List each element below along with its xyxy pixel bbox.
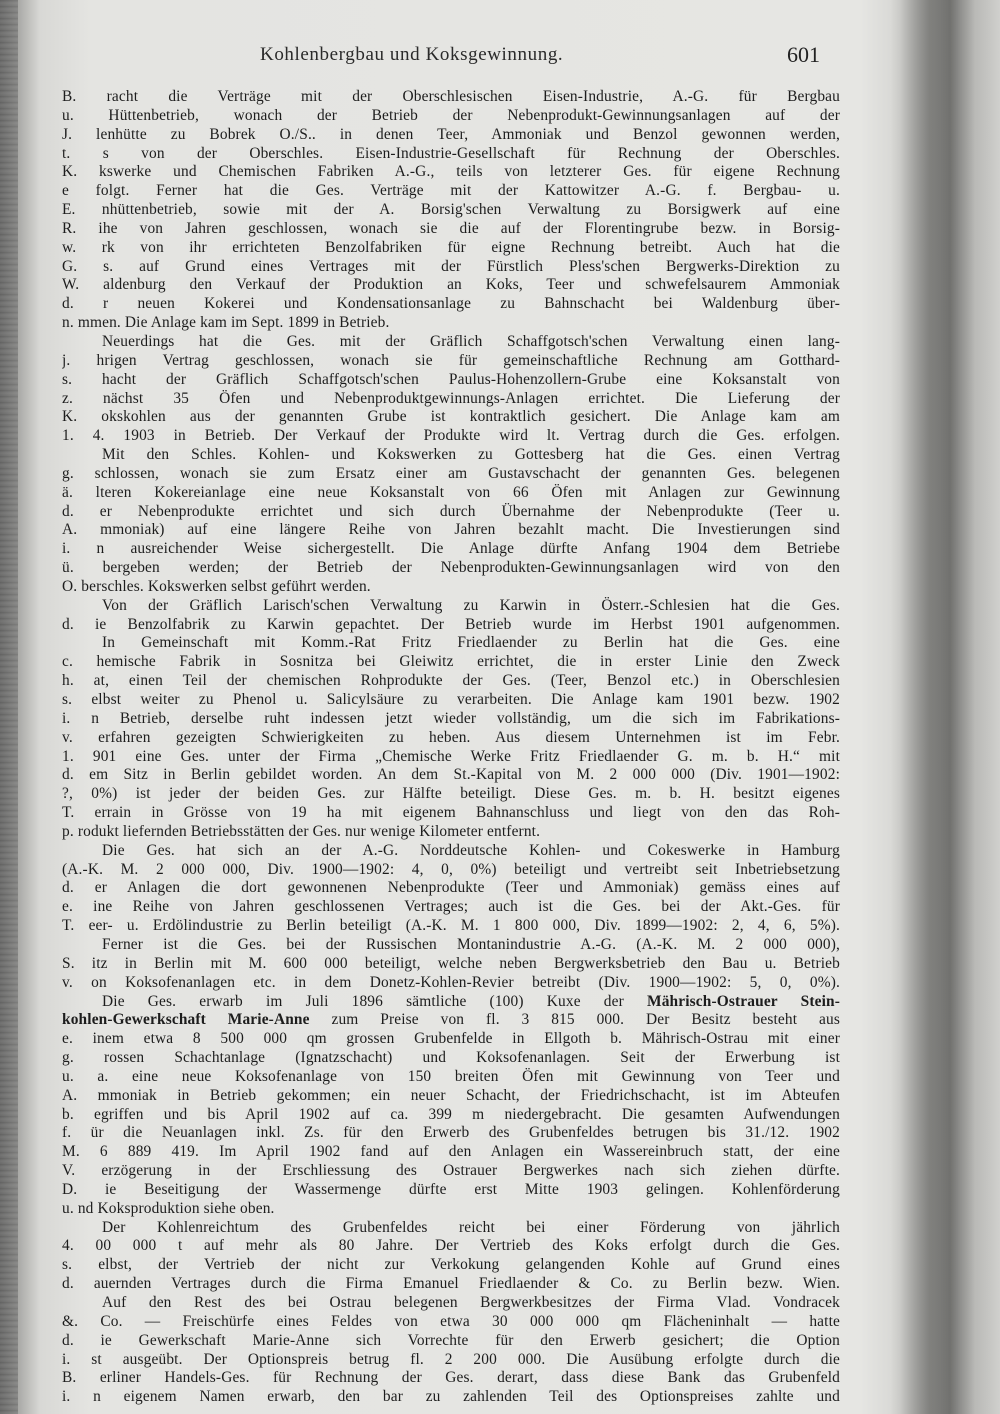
text-line: d. er Nebenprodukte errichtet und sich durch Übernahme der Nebenprodukte (Teer u.: [62, 502, 840, 520]
text-line: 4. 00 000 t auf mehr als 80 Jahre. Der Vertrieb des Koks erfolgt durch die Ges.: [62, 1237, 840, 1255]
text-line: s. elbst, der Vertrieb der nicht zur Verkokung gelangenden Kohle auf Grund eines: [62, 1256, 840, 1274]
text-line: s. elbst weiter zu Phenol u. Salicylsäure zu verarbeiten. Die Anlage kam 1901 bezw. 1902: [62, 691, 840, 708]
text-line: i. n eigenem Namen erwarb, den bar zu zahlenden Teil des Optionspreises zahlte und: [62, 1388, 840, 1406]
text-line: V. erzögerung in der Erschliessung des Ostrauer Bergwerkes nach sich ziehen dürfte.: [62, 1162, 840, 1180]
text-line: Neuerdings hat die Ges. mit der Gräflich Schaffgotsch'schen Verwaltung einen lang-: [102, 332, 840, 350]
text-line: kohlen-Gewerkschaft Marie-Anne zum Preise von fl. 3 815 000. Der Besitz besteht aus: [62, 1011, 840, 1029]
right-binding-shadow: [890, 0, 1000, 1414]
text-line: In Gemeinschaft mit Komm.-Rat Fritz Friedlaender zu Berlin hat die Ges. eine: [102, 634, 840, 652]
text-line: g. schlossen, wonach sie zum Ersatz einer am Gustavschacht der genannten Ges. belegenen: [62, 464, 840, 482]
text-line: i. n ausreichender Weise sichergestellt. Die Anlage dürfte Anfang 1904 dem Betriebe: [62, 540, 840, 558]
text-line: J. lenhütte zu Bobrek O./S.. in denen Teer, Ammoniak und Benzol gewonnen werden,: [62, 125, 840, 143]
text-line: d. ie Benzolfabrik zu Karwin gepachtet. Der Betrieb wurde im Herbst 1901 aufgenommen.: [62, 615, 840, 633]
text-line: D. ie Beseitigung der Wassermenge dürfte erst Mitte 1903 gelingen. Kohlenförderung: [62, 1180, 840, 1198]
text-line: Ferner ist die Ges. bei der Russischen Montanindustrie A.-G. (A.-K. M. 2 000 000),: [102, 935, 840, 953]
text-line: z. nächst 35 Öfen und Nebenproduktgewinnungs-Anlagen errichtet. Die Lieferung der: [62, 389, 840, 407]
text-line: Der Kohlenreichtum des Grubenfeldes reicht bei einer Förderung von jährlich: [102, 1218, 840, 1236]
text-line: v. on Koksofenanlagen etc. in dem Donetz-Kohlen-Revier betreibt (Div. 1900—1902: 5, 0, 0%).: [62, 973, 840, 991]
text-line: d. er Anlagen die dort gewonnenen Nebenprodukte (Teer und Ammoniak) gemäss eines auf: [62, 879, 840, 897]
text-line: Auf den Rest des bei Ostrau belegenen Bergwerkbesitzes der Firma Vlad. Vondracek: [102, 1294, 840, 1311]
text-line: O. berschles. Kokswerken selbst geführt werden.: [62, 577, 371, 595]
text-line: 1. 4. 1903 in Betrieb. Der Verkauf der Produkte wird lt. Vertrag durch die Ges. erfolgen.: [62, 427, 840, 445]
text-line: T. eer- u. Erdölindustrie zu Berlin beteiligt (A.-K. M. 1 800 000, Div. 1899—1902: 2, 4, 6, 5%).: [62, 917, 840, 935]
page-number: 601: [787, 42, 820, 67]
text-line: ü. bergeben werden; der Betrieb der Nebenprodukten-Gewinnungsanlagen wird von den: [62, 559, 840, 577]
text-line: G. s. auf Grund eines Vertrages mit der Fürstlich Pless'schen Bergwerks-Direktion zu: [62, 257, 840, 275]
text-line: f. ür die Neuanlagen inkl. Zs. für den Erwerb des Grubenfeldes betrugen bis 31./12. 1902: [62, 1124, 840, 1142]
text-line: Mit den Schles. Kohlen- und Kokswerken zu Gottesberg hat die Ges. einen Vertrag: [102, 446, 840, 464]
text-line: Von der Gräflich Larisch'schen Verwaltung zu Karwin in Österr.-Schlesien hat die Ges.: [102, 596, 840, 614]
text-line: E. nhüttenbetrieb, sowie mit der A. Borsig'schen Verwaltung zu Borsigwerk auf eine: [62, 201, 840, 219]
left-page-edge: [0, 0, 18, 1414]
text-line: j. hrigen Vertrag geschlossen, wonach sie für gemeinschaftliche Rechnung am Gotthard-: [62, 351, 840, 369]
text-line: Die Ges. hat sich an der A.-G. Norddeutsche Kohlen- und Cokeswerke in Hamburg: [102, 841, 840, 859]
text-line: ä. lteren Kokereianlage eine neue Koksanstalt von 66 Öfen mit Anlagen zur Gewinnung: [62, 483, 840, 501]
body-text: [62, 88, 840, 1407]
text-line: u. nd Koksproduktion siehe oben.: [62, 1199, 275, 1217]
text-line: e. ine Reihe von Jahren geschlossenen Vertrages; auch ist die Ges. bei der Akt.-Ges. für: [62, 898, 840, 916]
text-line: K. okskohlen aus der genannten Grube ist kontraktlich gesichert. Die Anlage kam am: [62, 408, 840, 426]
text-line: &. Co. — Freischürfe eines Feldes von etwa 30 000 000 qm Flächeninhalt — hatte: [62, 1312, 840, 1330]
text-line: v. erfahren gezeigten Schwierigkeiten zu heben. Aus diesem Unternehmen ist im Febr.: [62, 728, 840, 746]
text-line: W. aldenburg den Verkauf der Produktion an Koks, Teer und schwefelsaurem Ammoniak: [62, 276, 840, 294]
text-line: Die Ges. erwarb im Juli 1896 sämtliche (100) Kuxe der Mährisch-Ostrauer Stein-: [102, 992, 840, 1010]
text-line: T. errain in Grösse von 19 ha mit eigenem Bahnanschluss und liegt von den das Roh-: [62, 804, 840, 822]
text-line: M. 6 889 419. Im April 1902 fand auf den Anlagen ein Wassereinbruch statt, der eine: [62, 1143, 840, 1161]
text-line: w. rk von ihr errichteten Benzolfabriken für eigne Rechnung betreibt. Auch hat die: [62, 238, 840, 256]
text-line: u. a. eine neue Koksofenanlage von 150 breiten Öfen mit Gewinnung von Teer und: [62, 1067, 840, 1085]
text-line: d. ie Gewerkschaft Marie-Anne sich Vorrechte für den Erwerb gesichert; die Option: [62, 1331, 840, 1349]
text-line: d. em Sitz in Berlin gebildet worden. An dem St.-Kapital von M. 2 000 000 (Div. 1901—1902:: [62, 766, 840, 784]
text-line: p. rodukt liefernden Betriebsstätten der Ges. nur wenige Kilometer entfernt.: [62, 822, 541, 840]
text-line: b. egriffen und bis April 1902 auf ca. 399 m niedergebracht. Die gesamten Aufwendungen: [62, 1105, 840, 1123]
text-line: e. inem etwa 8 500 000 qm grossen Grubenfelde in Ellgoth b. Mährisch-Ostrau mit einer: [62, 1030, 840, 1048]
text-line: e folgt. Ferner hat die Ges. Verträge mit der Kattowitzer A.-G. f. Bergbau- u.: [62, 182, 840, 200]
text-line: u. Hüttenbetrieb, wonach der Betrieb der Nebenprodukt-Gewinnungsanlagen auf der: [62, 106, 840, 124]
text-line: i. st ausgeübt. Der Optionspreis betrug fl. 2 200 000. Die Ausübung erfolgte durch die: [62, 1350, 840, 1368]
text-line: d. auernden Vertrages durch die Firma Emanuel Friedlaender & Co. zu Berlin bezw. Wien.: [62, 1275, 840, 1293]
page-header: [60, 40, 830, 74]
text-line: K. kswerke und Chemischen Fabriken A.-G., teils von letzterer Ges. für eigene Rechnung: [62, 163, 840, 181]
text-line: i. n Betrieb, derselbe ruht indessen jetzt wieder vollständig, um die sich im Fabrikations-: [62, 709, 840, 727]
text-line: c. hemische Fabrik in Sosnitza bei Gleiwitz errichtet, die in erster Linie den Zweck: [62, 653, 840, 671]
text-line: B. erliner Handels-Ges. für Rechnung der Ges. derart, dass diese Bank das Grubenfeld: [62, 1369, 840, 1387]
text-line: A. mmoniak in Betrieb gekommen; ein neuer Schacht, der Friedrichschacht, ist im Abteufen: [62, 1086, 840, 1104]
text-line: ?, 0%) ist jeder der beiden Ges. zur Hälfte beteiligt. Diese Ges. m. b. H. besitzt eigenes: [62, 785, 840, 803]
text-line: S. itz in Berlin mit M. 600 000 beteiligt, welche neben Bergwerksbetrieb den Bau u. Betrieb: [62, 954, 840, 972]
text-line: A. mmoniak) auf eine längere Reihe von Jahren bezahlt macht. Die Investierungen sind: [62, 521, 840, 539]
running-title: Kohlenbergbau und Koksgewinnung.: [260, 44, 564, 65]
text-line: B. racht die Verträge mit der Oberschlesischen Eisen-Industrie, A.-G. für Bergbau: [62, 88, 840, 105]
text-line: (A.-K. M. 2 000 000, Div. 1900—1902: 4, 0, 0%) beteiligt und vertreibt seit Inbetriebsetzung: [62, 860, 840, 878]
text-line: n. mmen. Die Anlage kam im Sept. 1899 in Betrieb.: [62, 314, 390, 332]
text-line: h. at, einen Teil der chemischen Rohprodukte der Ges. (Teer, Benzol etc.) in Oberschlesien: [62, 672, 840, 690]
text-line: s. hacht der Gräflich Schaffgotsch'schen Paulus-Hohenzollern-Grube eine Koksanstalt von: [62, 370, 840, 388]
text-line: 1. 901 eine Ges. unter der Firma „Chemische Werke Fritz Friedlaender G. m. b. H.“ mit: [62, 747, 840, 765]
text-line: g. rossen Schachtanlage (Ignatzschacht) und Koksofenanlagen. Seit der Erwerbung ist: [62, 1049, 840, 1067]
text-line: R. ihe von Jahren geschlossen, wonach sie die auf der Florentingrube bezw. in Borsig-: [62, 219, 840, 237]
text-line: t. s von der Oberschles. Eisen-Industrie-Gesellschaft für Rechnung der Oberschles.: [62, 144, 840, 162]
text-line: d. r neuen Kokerei und Kondensationsanlage zu Bahnschacht bei Waldenburg über-: [62, 295, 840, 313]
